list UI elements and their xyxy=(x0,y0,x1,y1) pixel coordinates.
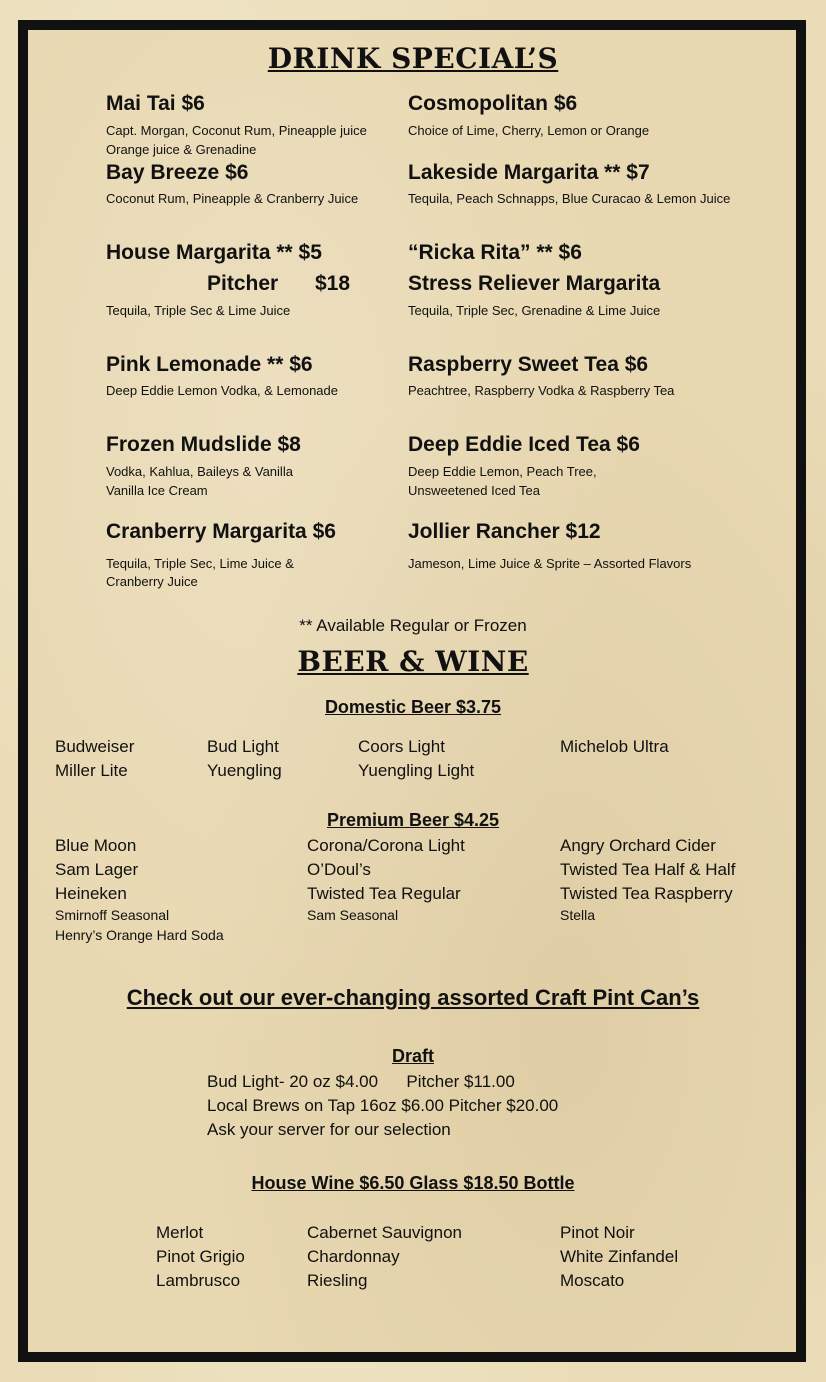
menu-border xyxy=(18,20,806,1362)
drink-name: Raspberry Sweet Tea $6 xyxy=(408,353,649,376)
beer-item: O’Doul’s xyxy=(307,860,371,879)
wine-item: Moscato xyxy=(560,1271,625,1290)
drink-desc: Unsweetened Iced Tea xyxy=(408,483,541,498)
beer-item: Corona/Corona Light xyxy=(307,836,465,855)
beer-item: Heineken xyxy=(55,884,127,903)
drink-desc: Jameson, Lime Juice & Sprite – Assorted Flavors xyxy=(408,556,692,571)
seasonal-item: Henry’s Orange Hard Soda xyxy=(55,927,224,943)
beer-item: Michelob Ultra xyxy=(560,737,669,756)
house-wine-heading: House Wine $6.50 Glass $18.50 Bottle xyxy=(251,1173,575,1193)
beer-item: Twisted Tea Regular xyxy=(307,884,461,903)
drink-desc: Tequila, Triple Sec, Lime Juice & xyxy=(106,556,294,571)
premium-beer-heading: Premium Beer $4.25 xyxy=(326,810,500,830)
drink-name: Jollier Rancher $12 xyxy=(408,520,601,543)
beer-item: Miller Lite xyxy=(55,761,128,780)
drink-name: Frozen Mudslide $8 xyxy=(106,433,301,456)
beer-item: Yuengling Light xyxy=(358,761,475,780)
craft-callout: Check out our ever-changing assorted Craft Pint Can’s xyxy=(126,985,700,1010)
seasonal-item: Sam Seasonal xyxy=(307,907,399,923)
seasonal-item: Smirnoff Seasonal xyxy=(55,907,170,923)
drink-name: Lakeside Margarita ** $7 xyxy=(408,161,650,184)
beer-item: Blue Moon xyxy=(55,836,137,855)
drink-name: House Margarita ** $5 xyxy=(106,241,322,264)
drink-desc: Tequila, Peach Schnapps, Blue Curacao & Lemon Juice xyxy=(408,191,731,206)
drink-name: Mai Tai $6 xyxy=(106,92,205,115)
beer-item: Yuengling xyxy=(207,761,282,780)
beer-item: Budweiser xyxy=(55,737,135,756)
drink-desc: Tequila, Triple Sec, Grenadine & Lime Juice xyxy=(408,303,661,318)
wine-item: White Zinfandel xyxy=(560,1247,679,1266)
drink-name: Pink Lemonade ** $6 xyxy=(106,353,313,376)
drink-name: Cosmopolitan $6 xyxy=(408,92,578,115)
draft-line: Ask your server for our selection xyxy=(207,1120,451,1139)
beer-item: Angry Orchard Cider xyxy=(560,836,716,855)
drink-desc: Coconut Rum, Pineapple & Cranberry Juice xyxy=(106,191,359,206)
beer-item: Coors Light xyxy=(358,737,445,756)
beer-item: Twisted Tea Half & Half xyxy=(560,860,736,879)
drink-desc: Tequila, Triple Sec & Lime Juice xyxy=(106,303,291,318)
drink-name: Deep Eddie Iced Tea $6 xyxy=(408,433,640,456)
drink-desc: Deep Eddie Lemon Vodka, & Lemonade xyxy=(106,383,339,398)
wine-item: Chardonnay xyxy=(307,1247,400,1266)
drink-specials-heading: DRINK SPECIAL’S xyxy=(267,42,559,75)
seasonal-item: Stella xyxy=(560,907,596,923)
drink-name-secondary: Stress Reliever Margarita xyxy=(408,272,661,295)
draft-line: Local Brews on Tap 16oz $6.00 Pitcher $20.00 xyxy=(207,1096,559,1115)
drink-desc: Choice of Lime, Cherry, Lemon or Orange xyxy=(408,123,650,138)
drink-name: “Ricka Rita” ** $6 xyxy=(408,241,582,264)
wine-item: Cabernet Sauvignon xyxy=(307,1223,463,1242)
wine-item: Pinot Grigio xyxy=(156,1247,245,1266)
drink-desc: Peachtree, Raspberry Vodka & Raspberry Tea xyxy=(408,383,675,398)
wine-item: Pinot Noir xyxy=(560,1223,635,1242)
drink-desc: Vodka, Kahlua, Baileys & Vanilla xyxy=(106,464,293,479)
drink-desc: Capt. Morgan, Coconut Rum, Pineapple juice xyxy=(106,123,367,138)
beer-item: Twisted Tea Raspberry xyxy=(560,884,733,903)
draft-heading: Draft xyxy=(391,1046,434,1066)
drink-name: Bay Breeze $6 xyxy=(106,161,249,184)
wine-item: Riesling xyxy=(307,1271,368,1290)
wine-item: Merlot xyxy=(156,1223,204,1242)
drink-desc: Vanilla Ice Cream xyxy=(106,483,208,498)
beer-item: Sam Lager xyxy=(55,860,139,879)
pitcher-price: $18 xyxy=(315,272,351,295)
draft-line: Bud Light- 20 oz $4.00 Pitcher $11.00 xyxy=(207,1072,515,1091)
frozen-note: ** Available Regular or Frozen xyxy=(299,616,527,635)
domestic-beer-heading: Domestic Beer $3.75 xyxy=(324,697,502,717)
drink-desc: Orange juice & Grenadine xyxy=(106,142,257,157)
drink-desc: Deep Eddie Lemon, Peach Tree, xyxy=(408,464,597,479)
drink-desc: Cranberry Juice xyxy=(106,574,198,589)
drink-name: Cranberry Margarita $6 xyxy=(106,520,336,543)
pitcher-label: Pitcher xyxy=(207,272,279,295)
beer-item: Bud Light xyxy=(207,737,279,756)
wine-item: Lambrusco xyxy=(156,1271,241,1290)
beer-wine-heading: BEER & WINE xyxy=(297,645,529,678)
